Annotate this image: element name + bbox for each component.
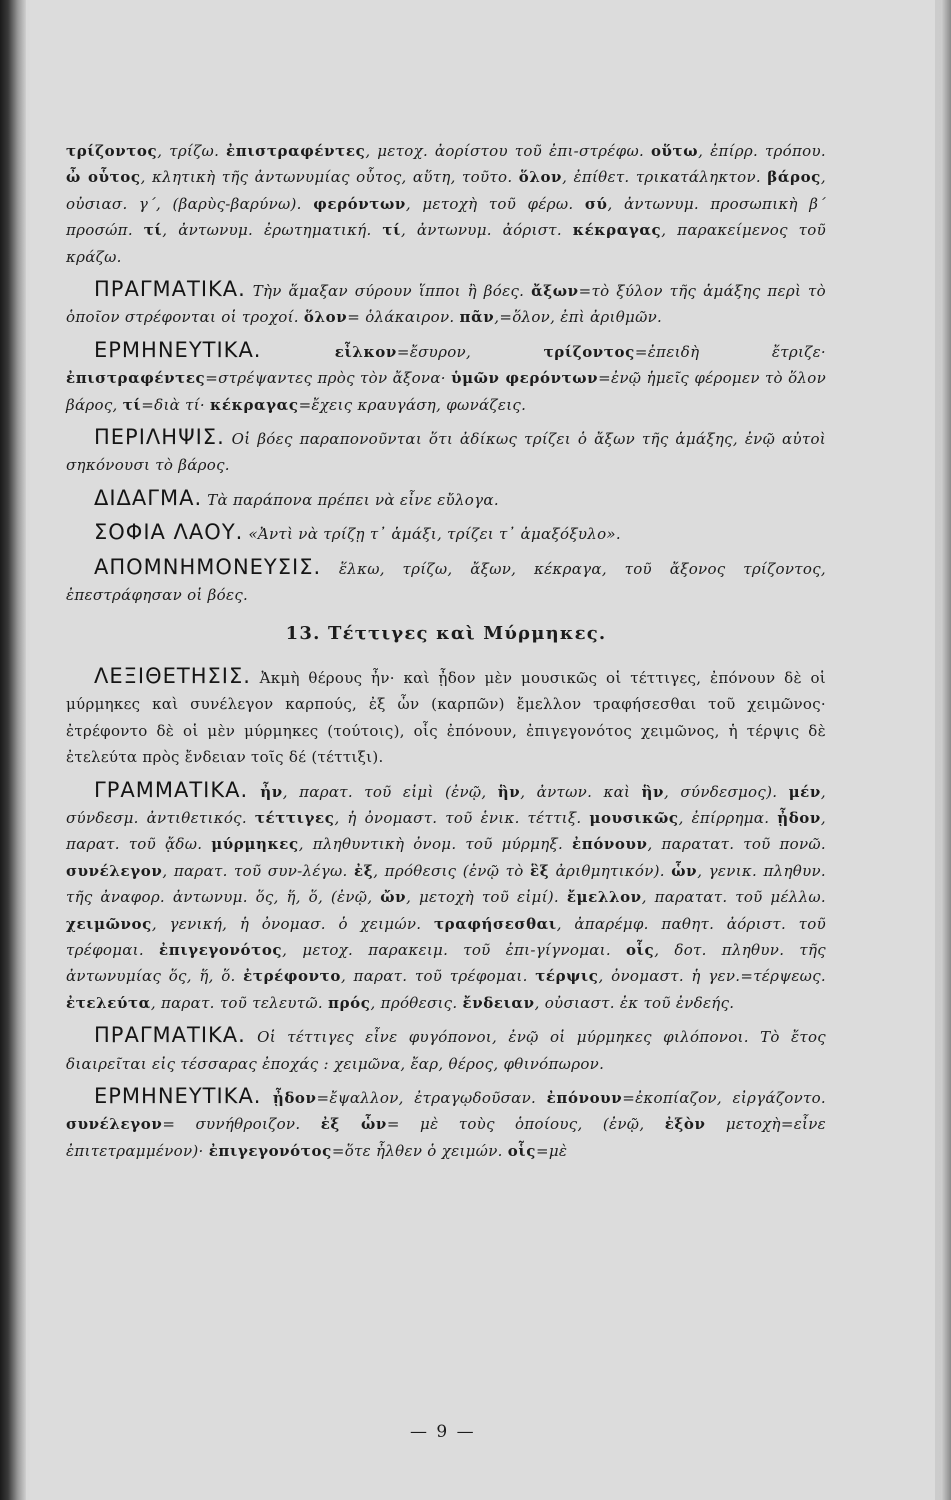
term: οἷς bbox=[507, 1141, 536, 1160]
gloss: , παρακείμενος τοῦ κράζω. bbox=[66, 221, 826, 266]
term: χειμῶνος bbox=[66, 914, 152, 933]
term: μέν bbox=[788, 782, 821, 801]
term: πρός bbox=[328, 993, 371, 1012]
section-text: , ἀπαρέμφ. παθητ. ἀόριστ. τοῦ τρέφομαι. bbox=[66, 914, 827, 959]
section-label: ΠΡΑΓΜΑΤΙΚΑ. bbox=[94, 277, 246, 302]
fable-title: 13. Τέττιγες καὶ Μύρμηκες. bbox=[285, 622, 607, 644]
term: ἓξ bbox=[529, 861, 550, 880]
term: μύρμηκες bbox=[211, 835, 299, 854]
term: ἐξὸν bbox=[664, 1115, 706, 1134]
section-text: ἕλκω, τρίζω, ἄξων, κέκραγα, τοῦ ἄξονος τρίζοντος, ἐπεστράφησαν οἱ βόες. bbox=[66, 559, 826, 605]
section-text: μετοχὴ=εἶνε ἐπιτετραμμένον)· bbox=[66, 1115, 826, 1160]
section-label: ΕΡΜΗΝΕΥΤΙΚΑ. bbox=[94, 337, 262, 362]
term: σύ bbox=[584, 194, 608, 213]
section-text: =διὰ τί· bbox=[141, 395, 211, 414]
section-text: =ἐκοπίαζον, εἰργάζοντο. bbox=[622, 1089, 826, 1107]
section-text: , ὀνομαστ. ἡ γεν.=τέρψεως. bbox=[598, 967, 826, 986]
section-text: =τὸ ξύλον τῆς ἁμάξης περὶ τὸ ὁποῖον στρέφονται οἱ τροχοί. bbox=[66, 282, 826, 327]
term: ἐπόνουν bbox=[546, 1089, 623, 1107]
section-text: Οἱ βόες παραπονοῦνται ὅτι ἀδίκως τρίζει ὁ ἄξων τῆς ἁμάξης, ἐνῷ αὐτοὶ σηκόνουσι τὸ βάρος. bbox=[66, 430, 826, 475]
section-text: ,=ὅλον, ἐπὶ ἀριθμῶν. bbox=[494, 308, 663, 327]
gloss: , ἀντωνυμ. ἀόριστ. bbox=[400, 221, 573, 240]
section-text: , σύνδεσμος). bbox=[664, 782, 789, 801]
section-text: , παρατατ. τοῦ πονῶ. bbox=[647, 835, 826, 854]
gloss: , κλητικὴ τῆς ἀντωνυμίας οὗτος, αὕτη, τοῦτο. bbox=[140, 168, 519, 187]
section-apomnimonevsis bbox=[66, 554, 826, 609]
section-label: ΑΠΟΜΝΗΜΟΝΕΥΣΙΣ. bbox=[94, 554, 322, 579]
term: κέκραγας bbox=[572, 221, 662, 240]
section-text: Ἀκμὴ θέρους ἦν· καὶ ᾖδον μὲν μουσικῶς οἱ τέττιγες, ἐπόνουν δὲ οἱ μύρμηκες καὶ συνέλεγον καρπούς, ἐξ ὧν (καρπῶν) ἔμελλον τραφήσεσθαι τοῦ χειμῶνος· ἐτρέφοντο δὲ οἱ μὲν μύρμηκες (τούτοις), οἷς ἐπόνουν, ἐπιγεγονότος χειμῶνος, ἡ τέρψις δὲ ἐτελεύτα πρὸς ἔνδειαν τοῖς δέ (τέττιξι). bbox=[66, 668, 826, 767]
section-text: , οὐσιαστ. ἐκ τοῦ ἐνδεής. bbox=[534, 993, 735, 1012]
section-text: , πρόθεσις. bbox=[370, 993, 463, 1012]
term: βάρος bbox=[767, 168, 821, 187]
page-content bbox=[66, 138, 826, 1164]
term: ἣν bbox=[497, 782, 521, 801]
section-text: , δοτ. πληθυν. τῆς ἀντωνυμίας ὅς, ἥ, ὅ. bbox=[66, 940, 826, 986]
section-text: Οἱ τέττιγες εἶνε φυγόπονοι, ἐνῷ οἱ μύρμηκες φιλόπονοι. Τὸ ἔτος διαιρεῖται εἰς τέσσαρας ἐποχάς : χειμῶνα, ἔαρ, θέρος, φθινόπωρον. bbox=[66, 1028, 826, 1073]
term: συνέλεγον bbox=[66, 861, 163, 880]
section-didagma bbox=[66, 485, 826, 513]
term: οὕτω bbox=[650, 142, 699, 160]
term: ἐτρέφοντο bbox=[243, 967, 341, 986]
section-lexithetisis bbox=[66, 663, 826, 771]
section-text: , παρατατ. τοῦ μέλλω. bbox=[641, 888, 827, 907]
section-text: , γενικ. πληθυν. τῆς ἀναφορ. ἀντωνυμ. ὅς, ἥ, ὅ, (ἐνῷ, bbox=[66, 861, 826, 907]
section-label: ΓΡΑΜΜΑΤΙΚΑ. bbox=[94, 777, 249, 802]
term: ὧν bbox=[671, 861, 698, 880]
gloss: , τρίζω. bbox=[157, 142, 227, 160]
section-text: , μετοχ. παρακειμ. τοῦ ἐπι-γίγνομαι. bbox=[282, 940, 627, 959]
section-text: Τὴν ἅμαξαν σύρουν ἵπποι ἢ βόες. bbox=[245, 282, 532, 301]
section-grammatika bbox=[66, 777, 826, 1017]
gloss: , μετοχὴ τοῦ φέρω. bbox=[405, 194, 585, 213]
section-label: ΠΕΡΙΛΗΨΙΣ. bbox=[94, 425, 225, 450]
term: φερόντων bbox=[313, 194, 406, 213]
section-text: , παρατ. τοῦ ᾄδω. bbox=[66, 808, 826, 854]
section-text: , σύνδεσμ. ἀντιθετικός. bbox=[66, 782, 826, 827]
section-text: =ἐνῷ ἡμεῖς φέρομεν τὸ ὅλον βάρος, bbox=[66, 369, 826, 414]
term: οἷς bbox=[626, 940, 655, 959]
section-ermineutika-1 bbox=[66, 337, 826, 418]
term: πᾶν bbox=[459, 308, 495, 327]
section-text: = μὲ τοὺς ὁποίους, (ἐνῷ, bbox=[386, 1115, 665, 1134]
term: ἣν bbox=[641, 782, 665, 801]
term: εἶλκον bbox=[261, 342, 397, 361]
term: ἐξ bbox=[353, 861, 374, 880]
term: ἔμελλον bbox=[566, 888, 642, 907]
section-text: , πρόθεσις (ἐνῷ τὸ bbox=[373, 861, 530, 880]
section-ermineutika-2 bbox=[66, 1083, 826, 1164]
section-pragmatika-2 bbox=[66, 1022, 826, 1077]
term: ᾖδον bbox=[261, 1089, 317, 1107]
section-text: , παρατ. τοῦ τελευτῶ. bbox=[150, 993, 329, 1012]
term: τραφήσεσθαι bbox=[433, 914, 557, 933]
section-text: , παρατ. τοῦ συν-λέγω. bbox=[162, 861, 354, 880]
term: ἐξ ὧν bbox=[320, 1115, 387, 1134]
term: ὦ οὗτος bbox=[66, 168, 141, 187]
term: τί bbox=[122, 395, 142, 414]
term: συνέλεγον bbox=[66, 1115, 163, 1134]
page-right-edge bbox=[941, 0, 951, 1500]
section-label: ΣΟΦΙΑ ΛΑΟΥ. bbox=[94, 520, 244, 545]
section-text: , μετοχὴ τοῦ εἰμί). bbox=[406, 888, 567, 907]
section-text: =ὅτε ἦλθεν ὁ χειμών. bbox=[331, 1141, 508, 1160]
term: μουσικῶς bbox=[589, 808, 679, 827]
term: ὅλον bbox=[518, 168, 563, 187]
section-text: , ἡ ὀνομαστ. τοῦ ἑνικ. τέττιξ. bbox=[334, 808, 590, 827]
term: ᾖδον bbox=[777, 808, 821, 827]
page-sheet bbox=[30, 0, 935, 1500]
term: ὅλον bbox=[303, 308, 348, 327]
term: κέκραγας bbox=[210, 395, 299, 414]
section-label: ΔΙΔΑΓΜΑ. bbox=[94, 485, 203, 510]
section-text: =στρέψαντες πρὸς τὸν ἄξονα· bbox=[205, 369, 452, 388]
term: τρίζοντος bbox=[543, 342, 635, 361]
section-text: Τὰ παράπονα πρέπει νὰ εἶνε εὔλογα. bbox=[202, 490, 499, 509]
section-text: , γενική, ἡ ὀνομασ. ὁ χειμών. bbox=[151, 914, 434, 933]
term: τέρψις bbox=[535, 967, 599, 986]
section-text: , ἐπίρρημα. bbox=[678, 808, 778, 827]
gloss: , ἀντωνυμ. ἐρωτηματική. bbox=[162, 221, 383, 240]
term: ἐπιγεγονότος bbox=[159, 940, 283, 959]
section-text: ἀριθμητικόν). bbox=[549, 861, 672, 880]
term: ἐπιγεγονότος bbox=[208, 1141, 332, 1160]
section-label: ΠΡΑΓΜΑΤΙΚΑ. bbox=[94, 1023, 246, 1048]
term: τί bbox=[143, 221, 163, 240]
section-text: , πληθυντικὴ ὀνομ. τοῦ μύρμηξ. bbox=[298, 835, 573, 854]
term: τί bbox=[382, 221, 401, 240]
section-label: ΕΡΜΗΝΕΥΤΙΚΑ. bbox=[94, 1084, 262, 1108]
section-text: = ὁλάκαιρον. bbox=[347, 308, 460, 327]
term: ἐπιστραφέντες bbox=[66, 369, 206, 388]
gloss: , ἐπίθετ. τρικατάληκτον. bbox=[562, 168, 768, 187]
term: ἔνδειαν bbox=[462, 993, 535, 1012]
term: ἐπιστραφέντες bbox=[226, 142, 366, 160]
term: ἐπόνουν bbox=[572, 835, 648, 854]
term: τρίζοντος bbox=[66, 142, 158, 160]
gloss: , οὐσιασ. γ΄, (βαρὺς-βαρύνω). bbox=[66, 168, 826, 213]
section-text: , παρατ. τοῦ τρέφομαι. bbox=[340, 967, 536, 986]
glossary-continuation bbox=[66, 138, 826, 270]
section-sofia-laou bbox=[66, 519, 826, 547]
term: ὑμῶν φερόντων bbox=[451, 369, 599, 388]
section-label: ΛΕΞΙΘΕΤΗΣΙΣ. bbox=[94, 663, 251, 688]
term: ἐτελεύτα bbox=[66, 993, 151, 1012]
section-text: =ἔψαλλον, ἐτραγῳδοῦσαν. bbox=[316, 1089, 547, 1107]
book-binding-edge bbox=[0, 0, 26, 1500]
section-perilipsis bbox=[66, 424, 826, 479]
gloss: , μετοχ. ἀορίστου τοῦ ἐπι-στρέφω. bbox=[365, 142, 651, 160]
term: ὤν bbox=[380, 888, 407, 907]
section-text: =ἔχεις κραυγάση, φωνάζεις. bbox=[298, 395, 527, 414]
section-text: «Ἀντὶ νὰ τρίζῃ τ᾽ ἁμάξι, τρίζει τ᾽ ἁμαξόξυλο». bbox=[243, 525, 621, 544]
gloss: , ἀντωνυμ. προσωπικὴ β΄ προσώπ. bbox=[66, 194, 826, 240]
section-text: , ἀντων. καὶ bbox=[520, 782, 642, 801]
term: ἄξων bbox=[531, 282, 579, 301]
gloss: , ἐπίρρ. τρόπου. bbox=[698, 142, 826, 160]
section-text: =ἔσυρον, bbox=[396, 342, 544, 361]
section-text: , παρατ. τοῦ εἰμὶ (ἐνῷ, bbox=[282, 782, 498, 801]
section-text: =ἐπειδὴ ἔτριζε· bbox=[634, 342, 826, 361]
term: τέττιγες bbox=[254, 808, 335, 827]
term: ἦν bbox=[248, 782, 283, 801]
section-pragmatika-1 bbox=[66, 276, 826, 331]
page-number: — 9 — bbox=[410, 1422, 476, 1442]
section-text: = συνήθροιζον. bbox=[162, 1115, 321, 1134]
section-text: =μὲ bbox=[535, 1141, 568, 1160]
